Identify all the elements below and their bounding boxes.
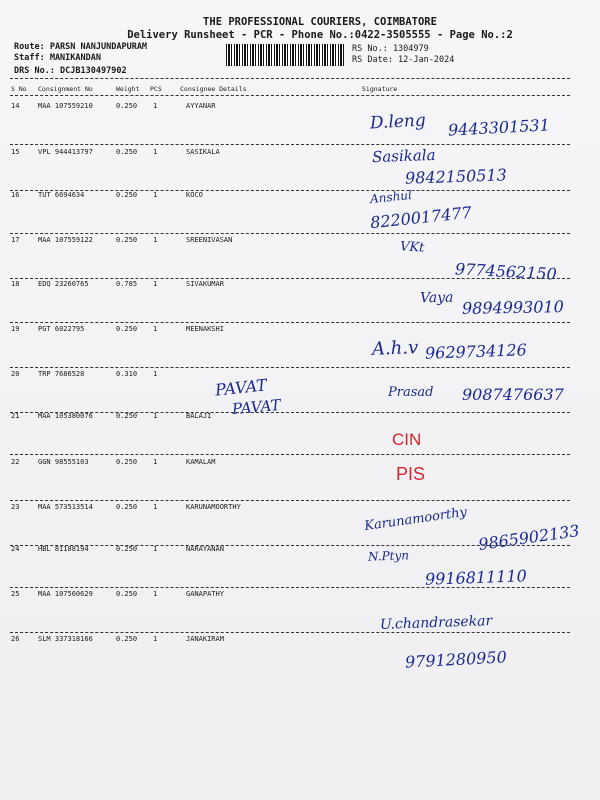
row-weight: 0.250 bbox=[116, 102, 138, 110]
row-consignee: KARUNAMOORTHY bbox=[186, 503, 241, 511]
row-sno: 16 bbox=[11, 191, 20, 199]
row-divider bbox=[10, 500, 570, 501]
row-pcs: 1 bbox=[153, 635, 158, 643]
row-consignee: SASIKALA bbox=[186, 148, 220, 156]
row-weight: 0.250 bbox=[116, 590, 138, 598]
row-consignment: SLM 337318166 bbox=[38, 635, 93, 643]
col-weight: Weight bbox=[116, 85, 140, 93]
row-pcs: 1 bbox=[153, 280, 158, 288]
row-weight: 0.250 bbox=[116, 325, 138, 333]
col-pcs: PCS bbox=[150, 85, 162, 93]
row-consignment: PGT 6022795 bbox=[38, 325, 85, 333]
row-divider bbox=[10, 278, 570, 279]
row-sno: 22 bbox=[11, 458, 20, 466]
signature-phone: CIN bbox=[392, 430, 422, 449]
row-consignee: KOCO bbox=[186, 191, 203, 199]
row-consignment: MAA 105380076 bbox=[38, 412, 93, 420]
signature-phone: 9087476637 bbox=[462, 385, 564, 404]
row-sno: 23 bbox=[11, 503, 20, 511]
table-row bbox=[0, 458, 600, 478]
row-weight: 0.310 bbox=[116, 370, 138, 378]
row-consignment: MAA 107560629 bbox=[38, 590, 93, 598]
row-sno: 19 bbox=[11, 325, 20, 333]
signature-phone: 9842150513 bbox=[404, 165, 508, 188]
row-divider bbox=[10, 454, 570, 455]
col-consignment: Consignment No bbox=[38, 85, 93, 93]
row-pcs: 1 bbox=[153, 102, 158, 110]
row-consignee: KAMALAM bbox=[186, 458, 216, 466]
staff-label: Staff: MANIKANDAN bbox=[14, 53, 101, 63]
signature-scribble: Vaya bbox=[419, 289, 454, 307]
header-bottom-divider bbox=[10, 95, 570, 96]
signature-phone: 9894993010 bbox=[461, 297, 564, 318]
route-label: Route: PARSN NANJUNDAPURAM bbox=[14, 42, 148, 52]
signature-scribble: A.h.v bbox=[371, 337, 419, 360]
table-row bbox=[0, 503, 600, 523]
row-pcs: 1 bbox=[153, 412, 158, 420]
row-sno: 18 bbox=[11, 280, 20, 288]
row-sno: 17 bbox=[11, 236, 20, 244]
row-consignment: EDQ 23260765 bbox=[38, 280, 89, 288]
row-consignment: TUT 6694634 bbox=[38, 191, 85, 199]
signature-scribble: Sasikala bbox=[371, 145, 436, 167]
row-consignment: TRP 7686528 bbox=[38, 370, 85, 378]
row-divider bbox=[10, 587, 570, 588]
page-subtitle: Delivery Runsheet - PCR - Phone No.:0422-3505555 - Page No.:2 bbox=[127, 29, 513, 41]
row-weight: 0.250 bbox=[116, 412, 138, 420]
row-divider bbox=[10, 322, 570, 323]
barcode-image bbox=[226, 44, 344, 66]
row-consignee: NARAYANAN bbox=[186, 545, 224, 553]
row-divider bbox=[10, 632, 570, 633]
row-consignment: VPL 944413797 bbox=[38, 148, 93, 156]
signature-phone: 9443301531 bbox=[447, 115, 551, 140]
table-row bbox=[0, 236, 600, 256]
row-weight: 0.250 bbox=[116, 191, 138, 199]
signature-phone: 9865902133 bbox=[477, 521, 581, 554]
row-divider bbox=[10, 233, 570, 234]
handwritten-name: PAVAT bbox=[214, 375, 268, 400]
signature-phone: 9629734126 bbox=[424, 340, 528, 363]
row-pcs: 1 bbox=[153, 325, 158, 333]
signature-phone: 8220017477 bbox=[369, 202, 473, 233]
row-consignee: SREENIVASAN bbox=[186, 236, 233, 244]
table-row bbox=[0, 635, 600, 655]
row-consignment: HBL 81188194 bbox=[38, 545, 89, 553]
signature-scribble: Anshul bbox=[369, 187, 413, 207]
signature-scribble: Karunamoorthy bbox=[363, 504, 468, 535]
handwritten-name-2: PAVAT bbox=[231, 395, 282, 419]
col-sno: S No bbox=[11, 85, 27, 93]
row-divider bbox=[10, 144, 570, 145]
row-consignee: GANAPATHY bbox=[186, 590, 224, 598]
row-pcs: 1 bbox=[153, 148, 158, 156]
row-weight: 0.250 bbox=[116, 503, 138, 511]
col-signature: Signature bbox=[362, 85, 398, 93]
table-row bbox=[0, 412, 600, 432]
rs-date: RS Date: 12-Jan-2024 bbox=[352, 55, 455, 65]
row-sno: 26 bbox=[11, 635, 20, 643]
row-consignee: JANAKIRAM bbox=[186, 635, 224, 643]
row-pcs: 1 bbox=[153, 590, 158, 598]
table-row bbox=[0, 191, 600, 211]
row-sno: 25 bbox=[11, 590, 20, 598]
row-weight: 0.250 bbox=[116, 545, 138, 553]
row-consignment: GGN 98555103 bbox=[38, 458, 89, 466]
row-weight: 0.250 bbox=[116, 148, 138, 156]
row-sno: 14 bbox=[11, 102, 20, 110]
row-consignee: SIVAKUMAR bbox=[186, 280, 224, 288]
rs-number: RS No.: 1304979 bbox=[352, 44, 429, 54]
col-consignee: Consignee Details bbox=[180, 85, 247, 93]
row-pcs: 1 bbox=[153, 503, 158, 511]
table-row bbox=[0, 545, 600, 565]
signature-scribble: Prasad bbox=[388, 385, 434, 400]
row-consignment: MAA 573513514 bbox=[38, 503, 93, 511]
row-pcs: 1 bbox=[153, 545, 158, 553]
header-divider bbox=[10, 78, 570, 79]
drs-label: DRS No.: DCJB130497902 bbox=[14, 66, 127, 76]
table-row bbox=[0, 280, 600, 300]
row-pcs: 1 bbox=[153, 191, 158, 199]
row-sno: 24 bbox=[11, 545, 20, 553]
signature-phone: 9791280950 bbox=[404, 647, 508, 672]
row-consignment: MAA 107559122 bbox=[38, 236, 93, 244]
row-pcs: 1 bbox=[153, 236, 158, 244]
row-consignment: MAA 107559210 bbox=[38, 102, 93, 110]
signature-phone: 9774562150 bbox=[454, 259, 558, 284]
row-consignee: AYYANAR bbox=[186, 102, 216, 110]
row-sno: 20 bbox=[11, 370, 20, 378]
table-row bbox=[0, 145, 600, 168]
signature-scribble: VKt bbox=[399, 239, 425, 256]
row-sno: 15 bbox=[11, 148, 20, 156]
row-weight: 0.785 bbox=[116, 280, 138, 288]
row-divider bbox=[10, 367, 570, 368]
table-row bbox=[0, 590, 600, 610]
page-title: THE PROFESSIONAL COURIERS, COIMBATORE bbox=[203, 16, 437, 28]
signature-scribble: U.chandrasekar bbox=[379, 613, 493, 633]
signature-scribble: N.Ptyn bbox=[367, 548, 410, 564]
row-weight: 0.250 bbox=[116, 236, 138, 244]
signature-phone: 9916811110 bbox=[424, 566, 528, 589]
row-pcs: 1 bbox=[153, 370, 158, 378]
signature-scribble: D.leng bbox=[369, 110, 427, 134]
row-pcs: 1 bbox=[153, 458, 158, 466]
row-weight: 0.250 bbox=[116, 635, 138, 643]
row-consignee: BALAJI bbox=[186, 412, 212, 420]
row-sno: 21 bbox=[11, 412, 20, 420]
row-weight: 0.250 bbox=[116, 458, 138, 466]
row-consignee: MEENAKSHI bbox=[186, 325, 224, 333]
signature-phone: PIS bbox=[396, 464, 426, 484]
